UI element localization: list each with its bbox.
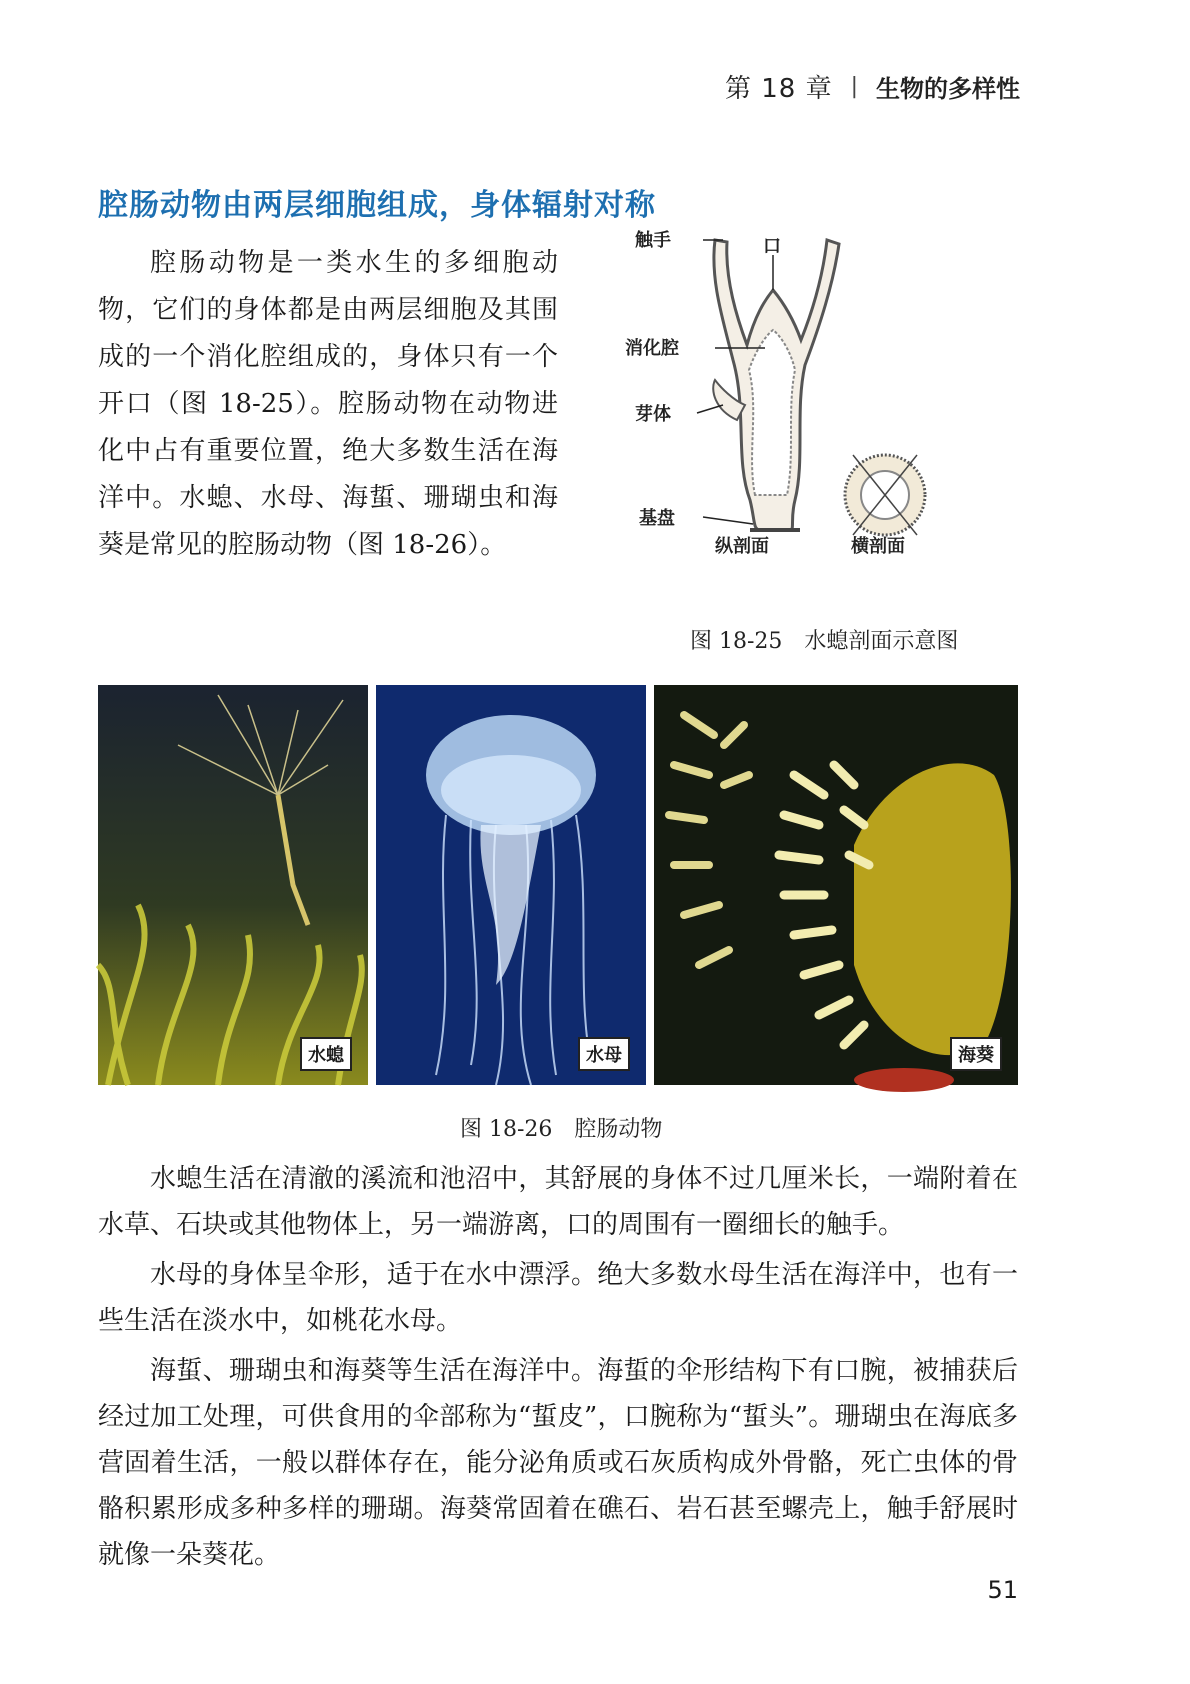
chapter-number: 第 18 章: [724, 74, 833, 104]
label-longitudinal: 纵剖面: [715, 536, 769, 557]
jellyfish-photo-image: [376, 685, 646, 1085]
label-basal-disc: 基盘: [639, 508, 675, 529]
figure-26-photos: [98, 685, 1018, 1085]
section-title: 腔肠动物由两层细胞组成，身体辐射对称: [98, 188, 656, 223]
label-bud: 芽体: [635, 404, 671, 425]
anemone-photo-image: [654, 685, 1018, 1085]
running-header: [725, 68, 1020, 105]
hydra-diagram-svg: [625, 230, 1025, 640]
paragraph-hydra: 水螅生活在清澈的溪流和池沼中，其舒展的身体不过几厘米长，一端附着在水草、石块或其他物体上，另一端游离，口的周围有一圈细长的触手。: [98, 1164, 1018, 1240]
label-mouth: 口: [763, 236, 781, 257]
page-number: 51: [987, 1576, 1018, 1604]
leader-basal: [703, 517, 753, 524]
paragraph-jellyfish: 水母的身体呈伞形，适于在水中漂浮。绝大多数水母生活在海洋中，也有一些生活在淡水中，如桃花水母。: [98, 1260, 1018, 1336]
figure-26-caption: 图 18-26 腔肠动物: [460, 1117, 663, 1142]
photo-sea-anemone: [654, 685, 1018, 1085]
intro-paragraph: 腔肠动物是一类水生的多细胞动物，它们的身体都是由两层细胞及其围成的一个消化腔组成的，身体只有一个开口（图 18-25）。腔肠动物在动物进化中占有重要位置，绝大多数生活在海洋中。水螅、水母、海蜇、珊瑚虫和海葵是常见的腔肠动物（图 18-26）。: [98, 248, 558, 560]
leader-bud: [697, 405, 723, 413]
label-cross: 横剖面: [851, 536, 905, 557]
photo-jellyfish: [376, 685, 646, 1085]
intro-text: [98, 240, 558, 569]
hydra-photo-image: [98, 685, 368, 1085]
label-tentacle: 触手: [635, 230, 671, 251]
photo-label-sea-anemone: 海葵: [950, 1037, 1002, 1071]
photo-label-hydra: 水螅: [300, 1037, 352, 1071]
paragraph-marine: 海蜇、珊瑚虫和海葵等生活在海洋中。海蜇的伞形结构下有口腕，被捕获后经过加工处理，可供食用的伞部称为“蜇皮”，口腕称为“蜇头”。珊瑚虫在海底多营固着生活，一般以群体存在，能分泌角质或石灰质构成外骨骼，死亡虫体的骨骼积累形成多种多样的珊瑚。海葵常固着在礁石、岩石甚至螺壳上，触手舒展时就像一朵葵花。: [98, 1356, 1018, 1570]
label-digestive-cavity: 消化腔: [625, 338, 679, 359]
body-text: [98, 1156, 1018, 1582]
photo-hydra: [98, 685, 368, 1085]
chapter-title: 生物的多样性: [876, 75, 1020, 103]
figure-25-caption: 图 18-25 水螅剖面示意图: [690, 629, 959, 654]
digestive-cavity-shape: [749, 330, 795, 495]
header-separator: |: [850, 74, 858, 99]
photo-label-jellyfish: 水母: [578, 1037, 630, 1071]
hydra-diagram: [625, 230, 1025, 670]
